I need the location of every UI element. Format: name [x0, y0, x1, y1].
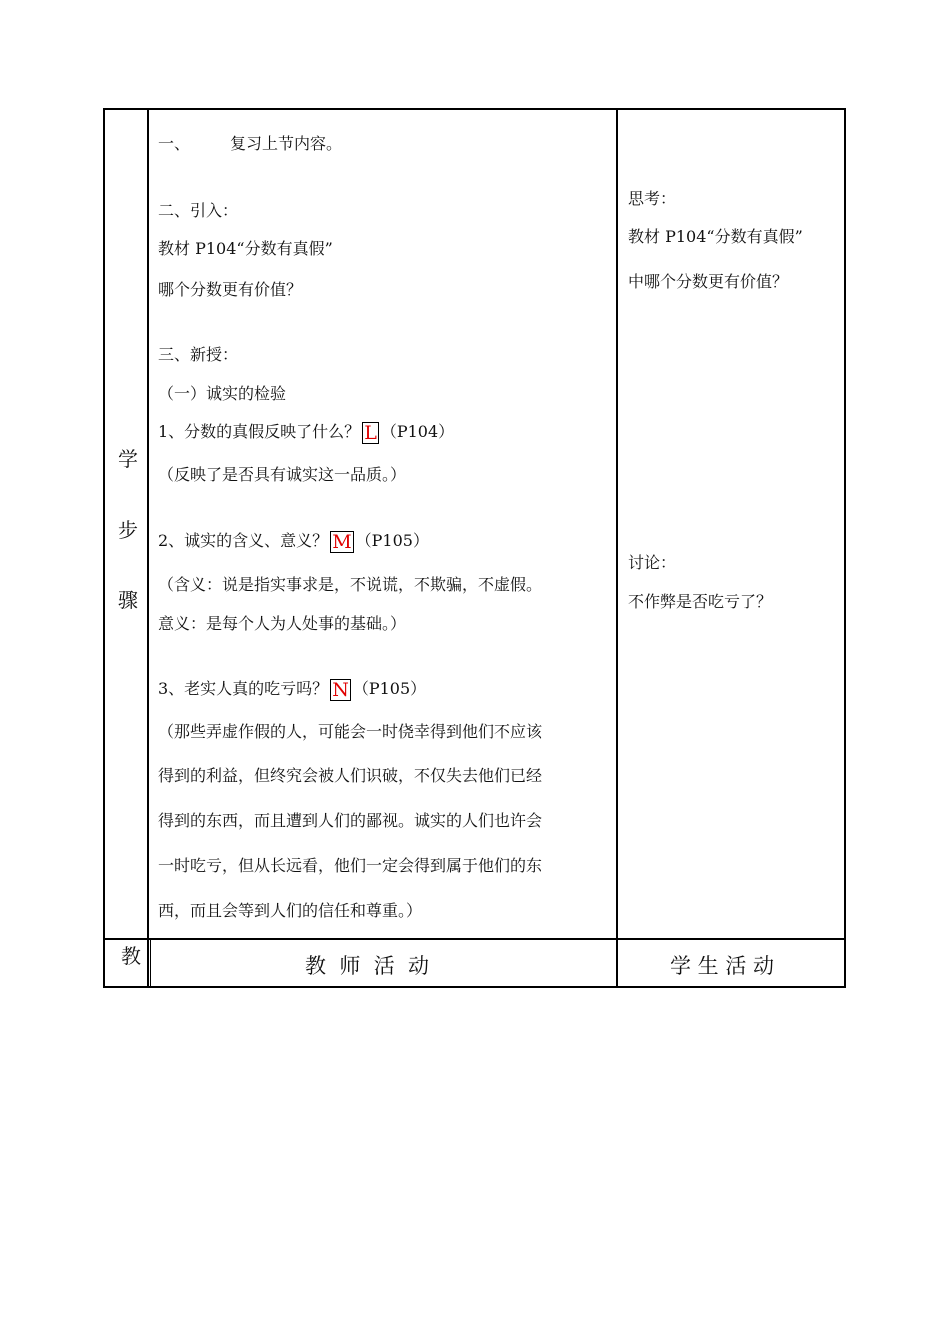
answer-3-line-4: 一时吃亏，但从长远看，他们一定会得到属于他们的东	[158, 856, 543, 875]
question-2-text: 2、诚实的含义、意义？	[158, 531, 329, 550]
side-label-char-1: 学	[118, 447, 138, 471]
discuss-heading: 讨论：	[628, 553, 677, 572]
answer-3-line-3: 得到的东西，而且遭到人们的鄙视。诚实的人们也许会	[158, 811, 543, 830]
answer-3-line-1: （那些弄虚作假的人，可能会一时侥幸得到他们不应该	[158, 722, 543, 741]
answer-2-line-1: （含义：说是指实事求是，不说谎，不欺骗，不虚假。	[158, 575, 543, 594]
question-3	[158, 678, 426, 701]
row-divider	[103, 938, 846, 940]
question-2-mark: M	[332, 531, 352, 553]
side-label-char-2: 步	[118, 518, 138, 542]
answer-3-line-5: 西，而且会等到人们的信任和尊重。）	[158, 901, 423, 920]
review-text: 复习上节内容。	[230, 134, 343, 153]
new-lesson-heading: 三、新授：	[158, 345, 239, 364]
col-divider-left-inner	[150, 940, 151, 988]
question-3-text: 3、老实人真的吃亏吗？	[158, 679, 329, 698]
section-heading: （一）诚实的检验	[158, 384, 287, 403]
intro-line-2: 哪个分数更有价值？	[158, 280, 303, 299]
question-2-page: （P105）	[355, 531, 429, 550]
intro-line-1: 教材 P104“分数有真假”	[158, 239, 333, 258]
student-activity-header: 学 生 活 动	[670, 954, 775, 978]
question-3-mark: N	[332, 679, 349, 701]
teacher-activity-header: 教 师 活 动	[305, 954, 430, 978]
side-label-char-3: 骤	[118, 588, 138, 612]
question-1	[158, 421, 454, 444]
discuss-line-1: 不作弊是否吃亏了？	[628, 592, 773, 611]
answer-2-line-2: 意义：是每个人为人处事的基础。）	[158, 614, 407, 633]
question-1-page: （P104）	[380, 422, 455, 441]
question-3-page: （P105）	[352, 679, 427, 698]
col-divider-left	[147, 108, 149, 988]
question-1-mark: L	[364, 422, 377, 444]
col-divider-right	[616, 108, 618, 988]
think-line-1: 教材 P104“分数有真假”	[628, 227, 803, 246]
question-2	[158, 530, 429, 553]
review-number: 一、	[158, 134, 191, 153]
side-label-bottom-char: 教	[121, 944, 141, 968]
think-heading: 思考：	[628, 189, 677, 208]
answer-3-line-2: 得到的利益，但终究会被人们识破，不仅失去他们已经	[158, 766, 543, 785]
answer-1: （反映了是否具有诚实这一品质。）	[158, 465, 407, 484]
question-1-text: 1、分数的真假反映了什么？	[158, 422, 361, 441]
think-line-2: 中哪个分数更有价值？	[628, 272, 789, 291]
intro-heading: 二、引入：	[158, 201, 239, 220]
